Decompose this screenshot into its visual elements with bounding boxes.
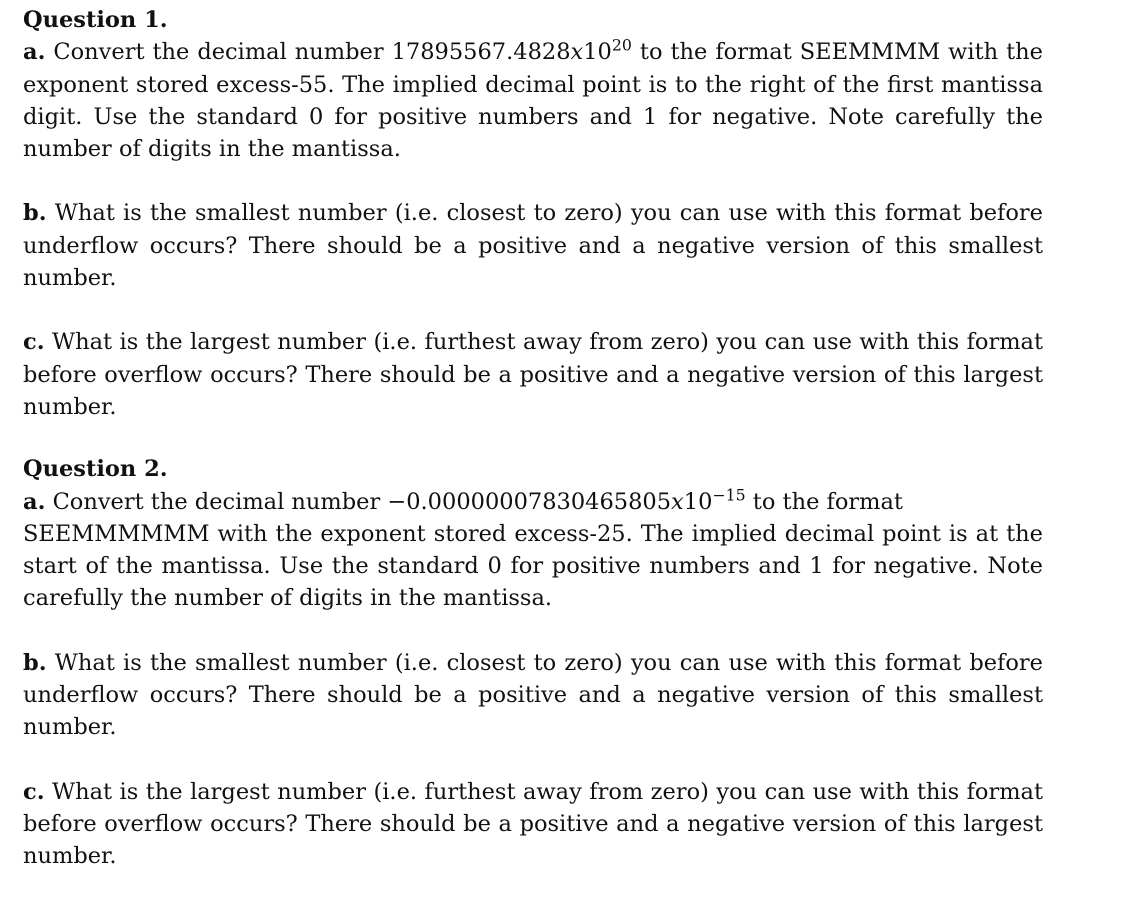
part-text: to the format xyxy=(752,488,903,515)
math-exponent: −15 xyxy=(712,484,746,504)
part-text: SEEMMMMMM with the exponent stored excess-25. The implied decimal point is at the start of the mantissa. Use the standard 0 for positive numbers and 1 for negative. Note carefully the number of digits in the mantissa. xyxy=(23,520,1043,612)
math-base: 10 xyxy=(583,39,612,66)
part-label: c. xyxy=(23,329,45,356)
part-text: What is the largest number (i.e. furthest away from zero) you can use with this format before overflow occurs? There should be a positive and a negative version of this largest number. xyxy=(23,778,1043,870)
part-text: What is the smallest number (i.e. closest to zero) you can use with this format before underflow occurs? There should be a positive and a negative version of this smallest number. xyxy=(23,200,1043,292)
part-text: to the format SEEMMMM with the exponent stored excess-55. The implied decimal point is to the right of the first mantissa digit. Use the standard 0 for positive numbers and 1 for negative. Note carefully the number of digits in the mantissa. xyxy=(23,39,1043,163)
document-page xyxy=(23,4,1043,873)
question-1-part-b xyxy=(23,197,1043,294)
math-exponent: 20 xyxy=(611,35,632,55)
part-text: Convert the decimal number −0.00000007830465805 xyxy=(52,488,672,515)
math-times-x: x xyxy=(671,488,684,515)
question-2-part-c xyxy=(23,776,1043,873)
question-2-part-a xyxy=(23,486,1043,615)
part-text: What is the smallest number (i.e. closest to zero) you can use with this format before underflow occurs? There should be a positive and a negative version of this smallest number. xyxy=(23,649,1043,741)
part-label: b. xyxy=(23,649,47,676)
question-1-part-a xyxy=(23,36,1043,165)
math-base: 10 xyxy=(683,488,713,515)
question-2 xyxy=(23,453,1043,872)
question-1-part-c xyxy=(23,326,1043,423)
part-text: Convert the decimal number 17895567.4828 xyxy=(53,39,571,66)
part-label: c. xyxy=(23,778,45,805)
part-label: b. xyxy=(23,200,47,227)
part-text: What is the largest number (i.e. furthest away from zero) you can use with this format before overflow occurs? There should be a positive and a negative version of this largest number. xyxy=(23,329,1043,420)
question-2-part-b xyxy=(23,647,1043,744)
question-1 xyxy=(23,4,1043,423)
part-label: a. xyxy=(23,488,46,515)
part-label: a. xyxy=(23,39,46,66)
math-times-x: x xyxy=(570,39,584,66)
question-title: Question 1. xyxy=(23,7,168,33)
question-title: Question 2. xyxy=(23,456,168,483)
